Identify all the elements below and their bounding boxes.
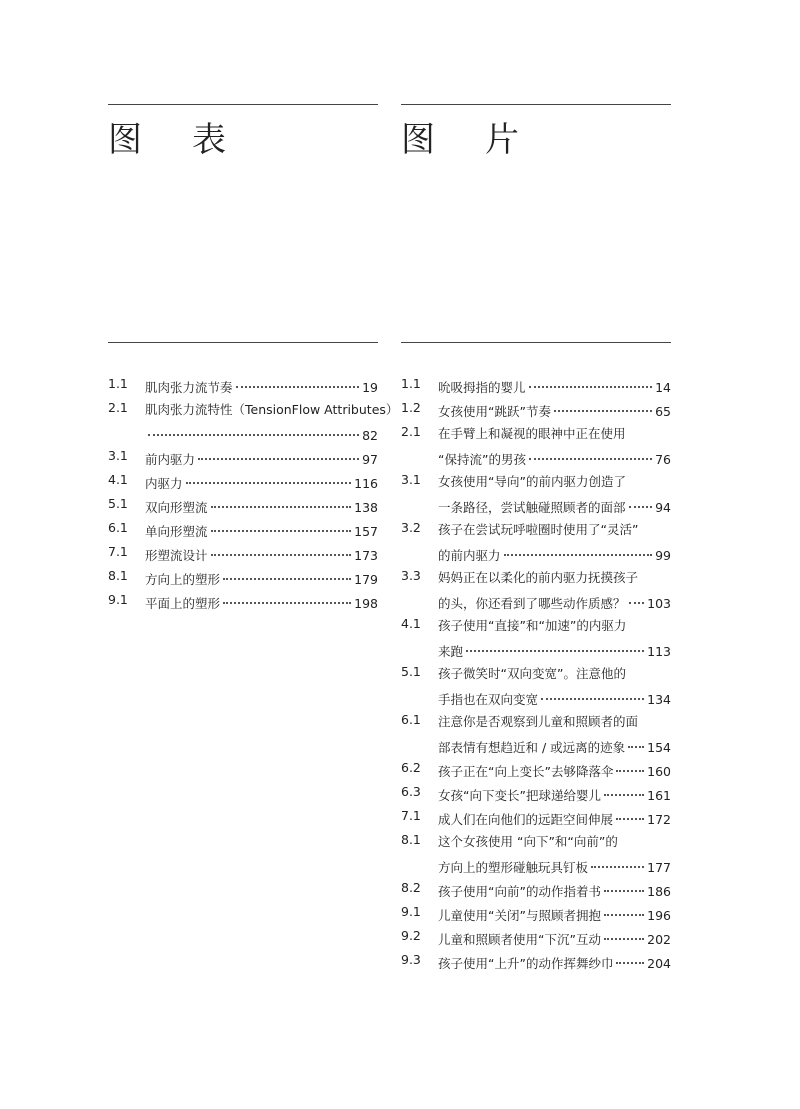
left-heading-char-1: 图 (108, 120, 142, 160)
dot-leader (223, 564, 351, 580)
dot-leader (628, 732, 644, 748)
entry-line (438, 952, 671, 976)
picture-list (401, 376, 671, 976)
entry-line (145, 376, 378, 400)
entry-number: 8.1 (108, 568, 128, 583)
page-number: 198 (354, 596, 378, 611)
left-top-rule (108, 104, 378, 105)
entry-line (438, 448, 671, 472)
entry-title: 的前内驱力 (438, 548, 501, 563)
entry-title: 内驱力 (145, 476, 183, 491)
page-number: 103 (647, 596, 671, 611)
figure-list (108, 376, 399, 616)
entry-number: 8.2 (401, 880, 421, 895)
dot-leader (236, 372, 360, 388)
entry-title: 肌肉张力流特性（TensionFlow Attributes） (145, 402, 399, 417)
entry-title: 吮吸拇指的婴儿 (438, 380, 526, 395)
page-number: 116 (354, 476, 378, 491)
dot-leader (604, 876, 644, 892)
page-number: 204 (647, 956, 671, 971)
entry-number: 4.1 (108, 472, 128, 487)
entry-number: 1.1 (401, 376, 421, 391)
entry-number: 1.2 (401, 400, 421, 415)
list-item (401, 424, 671, 472)
page-number: 113 (647, 644, 671, 659)
page-number: 134 (647, 692, 671, 707)
entry-line (145, 592, 378, 616)
entry-title: 前内驱力 (145, 452, 196, 467)
entry-title: 来跑 (438, 644, 464, 659)
entry-title: 的头，你还看到了哪些动作质感？ (438, 596, 626, 611)
page-number: 157 (354, 524, 378, 539)
page-number: 186 (647, 884, 671, 899)
entry-title: 在手臂上和凝视的眼神中正在使用 (438, 426, 626, 441)
list-item (108, 400, 399, 448)
dot-leader (211, 540, 352, 556)
list-item (401, 952, 671, 976)
entry-number: 9.2 (401, 928, 421, 943)
entry-number: 6.2 (401, 760, 421, 775)
page-number: 172 (647, 812, 671, 827)
entry-title: 孩子正在“向上变长”去够降落伞 (438, 764, 614, 779)
entry-title: 女孩“向下变长”把球递给婴儿 (438, 788, 601, 803)
dot-leader (604, 900, 644, 916)
entry-title: 孩子微笑时“双向变宽”。注意他的 (438, 666, 626, 681)
entry-number: 9.1 (401, 904, 421, 919)
right-top-rule (401, 104, 671, 105)
right-heading (401, 120, 519, 160)
right-heading-char-1: 图 (401, 120, 435, 160)
entry-title: 一条路径，尝试触碰照顾者的面部 (438, 500, 626, 515)
entry-line (438, 640, 671, 664)
entry-number: 9.3 (401, 952, 421, 967)
entry-title: “保持流”的男孩 (438, 452, 526, 467)
list-item (401, 664, 671, 712)
dot-leader (211, 492, 352, 508)
entry-title: 双向形塑流 (145, 500, 208, 515)
entry-title: 儿童使用“关闭”与照顾者拥抱 (438, 908, 601, 923)
list-item (401, 808, 671, 832)
dot-leader (616, 756, 644, 772)
entry-title: 方向上的塑形碰触玩具钉板 (438, 860, 589, 875)
list-item (108, 376, 378, 400)
entry-number: 1.1 (108, 376, 128, 391)
left-heading (108, 120, 226, 160)
page-number: 202 (647, 932, 671, 947)
page-number: 196 (647, 908, 671, 923)
list-item (401, 568, 671, 616)
entry-number: 6.1 (401, 712, 421, 727)
entry-title: 妈妈正在以柔化的前内驱力抚摸孩子 (438, 570, 639, 585)
left-section-rule (108, 342, 378, 343)
dot-leader (466, 636, 644, 652)
page-number: 154 (647, 740, 671, 755)
dot-leader (616, 948, 644, 964)
entry-title: 这个女孩使用 “向下”和“向前”的 (438, 834, 618, 849)
entry-number: 3.1 (401, 472, 421, 487)
page-number: 177 (647, 860, 671, 875)
right-section-rule (401, 342, 671, 343)
page-number: 160 (647, 764, 671, 779)
entry-line (438, 544, 671, 568)
entry-title: 部表情有想趋近和 / 或远离的迹象 (438, 740, 626, 755)
entry-line (438, 496, 671, 520)
list-item (401, 832, 671, 880)
entry-title: 手指也在双向变宽 (438, 692, 539, 707)
entry-number: 2.1 (108, 400, 128, 415)
entry-number: 6.1 (108, 520, 128, 535)
list-item (108, 592, 378, 616)
page-number: 179 (354, 572, 378, 587)
page-number: 65 (655, 404, 671, 419)
dot-leader (198, 444, 359, 460)
dot-leader (604, 924, 644, 940)
entry-title: 方向上的塑形 (145, 572, 221, 587)
page-number: 14 (655, 380, 671, 395)
entry-title: 孩子在尝试玩呼啦圈时使用了“灵活” (438, 522, 639, 537)
dot-leader (616, 804, 644, 820)
entry-number: 6.3 (401, 784, 421, 799)
entry-number: 7.1 (108, 544, 128, 559)
entry-title: 女孩使用“跳跃”节奏 (438, 404, 551, 419)
list-item (401, 472, 671, 520)
entry-title: 注意你是否观察到儿童和照顾者的面 (438, 714, 639, 729)
right-heading-char-2: 片 (485, 120, 519, 160)
dot-leader (591, 852, 644, 868)
dot-leader (529, 372, 653, 388)
entry-title: 单向形塑流 (145, 524, 208, 539)
entry-line (438, 808, 671, 832)
entry-title: 儿童和照顾者使用“下沉”互动 (438, 932, 601, 947)
page-number: 99 (655, 548, 671, 563)
dot-leader (629, 492, 653, 508)
entry-title: 肌肉张力流节奏 (145, 380, 233, 395)
entry-number: 9.1 (108, 592, 128, 607)
entry-title: 女孩使用“导向”的前内驱力创造了 (438, 474, 626, 489)
entry-number: 2.1 (401, 424, 421, 439)
entry-title: 孩子使用“向前”的动作指着书 (438, 884, 601, 899)
dot-leader (223, 588, 351, 604)
page-number: 97 (362, 452, 378, 467)
page-number: 19 (362, 380, 378, 395)
entry-title: 孩子使用“上升”的动作挥舞纱巾 (438, 956, 614, 971)
entry-line (438, 592, 671, 616)
list-item (401, 400, 671, 424)
entry-line (438, 400, 671, 424)
entry-title: 形塑流设计 (145, 548, 208, 563)
entry-line (438, 688, 671, 712)
page-number: 76 (655, 452, 671, 467)
dot-leader (604, 780, 644, 796)
dot-leader (504, 540, 653, 556)
page-number: 173 (354, 548, 378, 563)
entry-number: 5.1 (401, 664, 421, 679)
dot-leader (629, 588, 645, 604)
list-item (401, 712, 671, 760)
list-item (401, 616, 671, 664)
page-number: 82 (362, 428, 378, 443)
entry-title: 孩子使用“直接”和“加速”的内驱力 (438, 618, 627, 633)
entry-number: 7.1 (401, 808, 421, 823)
dot-leader (211, 516, 352, 532)
entry-number: 3.3 (401, 568, 421, 583)
page-number: 138 (354, 500, 378, 515)
entry-title: 平面上的塑形 (145, 596, 221, 611)
dot-leader (554, 396, 652, 412)
dot-leader (186, 468, 352, 484)
entry-number: 3.2 (401, 520, 421, 535)
page-number: 161 (647, 788, 671, 803)
entry-number: 4.1 (401, 616, 421, 631)
left-heading-char-2: 表 (192, 120, 226, 160)
entry-number: 5.1 (108, 496, 128, 511)
list-item (401, 520, 671, 568)
dot-leader (148, 420, 359, 436)
dot-leader (541, 684, 644, 700)
entry-number: 3.1 (108, 448, 128, 463)
page-number: 94 (655, 500, 671, 515)
dot-leader (529, 444, 652, 460)
entry-number: 8.1 (401, 832, 421, 847)
entry-title: 成人们在向他们的远距空间伸展 (438, 812, 614, 827)
